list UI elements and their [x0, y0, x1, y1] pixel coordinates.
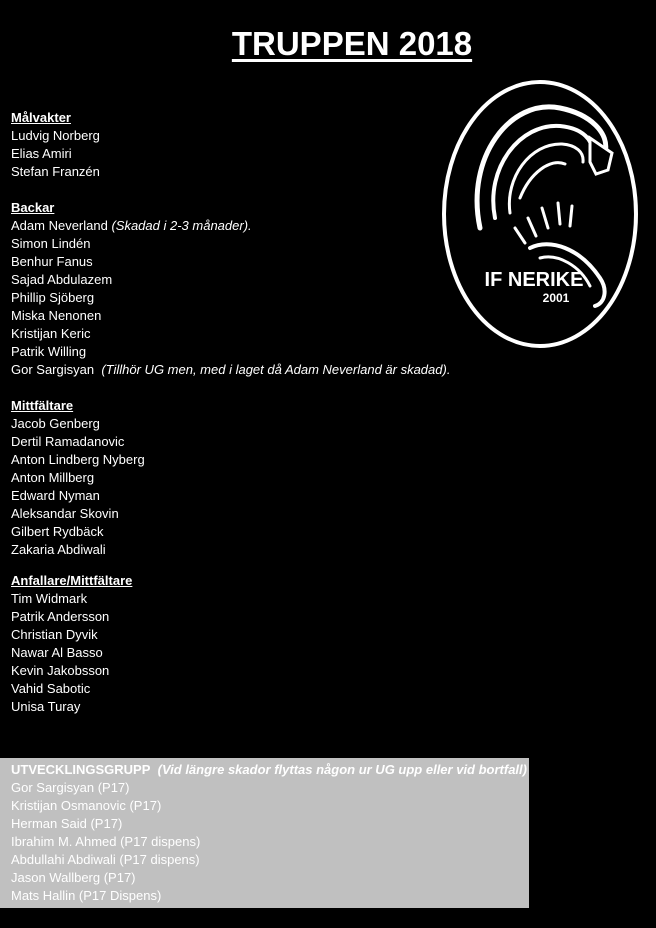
section-heading: Mittfältare — [11, 398, 74, 413]
player-name: Adam Neverland — [11, 218, 108, 233]
player-name: Simon Lindén — [11, 236, 91, 251]
player-name: Elias Amiri — [11, 146, 72, 161]
player-note: (Tillhör UG men, med i laget då Adam Neverland är skadad). — [101, 362, 451, 377]
player-name: Tim Widmark — [11, 591, 88, 606]
ug-player: Mats Hallin (P17 Dispens) — [11, 888, 162, 903]
player-name: Dertil Ramadanovic — [11, 434, 125, 449]
player-name: Gor Sargisyan — [11, 362, 95, 377]
player-name: Zakaria Abdiwali — [11, 542, 106, 557]
section-goalkeepers — [11, 109, 531, 181]
player-name: Benhur Fanus — [11, 254, 93, 269]
player-name: Sajad Abdulazem — [11, 272, 113, 287]
player-name: Nawar Al Basso — [11, 645, 103, 660]
ug-heading: UTVECKLINGSGRUPP — [11, 762, 151, 777]
page-title: TRUPPEN 2018 — [231, 25, 473, 62]
player-name: Anton Lindberg Nyberg — [11, 452, 145, 467]
player-name: Anton Millberg — [11, 470, 95, 485]
logo-year: 2001 — [542, 291, 570, 305]
ug-player: Herman Said (P17) — [11, 816, 123, 831]
player-name: Christian Dyvik — [11, 627, 98, 642]
section-heading: Anfallare/Mittfältare — [11, 573, 133, 588]
player-name: Gilbert Rydbäck — [11, 524, 104, 539]
logo-name: IF NERIKE — [484, 269, 584, 291]
section-midfielders — [11, 397, 531, 559]
player-name: Patrik Willing — [11, 344, 87, 359]
player-name: Patrik Andersson — [11, 609, 110, 624]
player-name: Stefan Franzén — [11, 164, 100, 179]
player-name: Phillip Sjöberg — [11, 290, 95, 305]
squad-roster — [11, 109, 531, 716]
section-heading: Målvakter — [11, 110, 71, 125]
ug-note: (Vid längre skador flyttas någon ur UG upp eller vid bortfall) — [157, 762, 527, 777]
player-entry — [11, 217, 531, 235]
ug-player: Jason Wallberg (P17) — [11, 870, 136, 885]
player-name: Jacob Genberg — [11, 416, 100, 431]
player-name: Kristijan Keric — [11, 326, 91, 341]
section-heading: Backar — [11, 200, 55, 215]
ug-player: Abdullahi Abdiwali (P17 dispens) — [11, 852, 200, 867]
ug-player: Gor Sargisyan (P17) — [11, 780, 130, 795]
player-name: Unisa Turay — [11, 699, 81, 714]
player-name: Aleksandar Skovin — [11, 506, 119, 521]
player-name: Edward Nyman — [11, 488, 100, 503]
player-name: Vahid Sabotic — [11, 681, 91, 696]
development-group-panel — [0, 758, 529, 908]
ug-heading-line — [11, 761, 529, 779]
player-name: Kevin Jakobsson — [11, 663, 110, 678]
player-name: Miska Nenonen — [11, 308, 102, 323]
player-note: (Skadad i 2-3 månader). — [111, 218, 252, 233]
player-name: Ludvig Norberg — [11, 128, 100, 143]
section-forwards — [11, 572, 531, 716]
ug-player: Kristijan Osmanovic (P17) — [11, 798, 162, 813]
player-entry — [11, 361, 531, 379]
section-defenders — [11, 199, 531, 379]
ug-player: Ibrahim M. Ahmed (P17 dispens) — [11, 834, 201, 849]
